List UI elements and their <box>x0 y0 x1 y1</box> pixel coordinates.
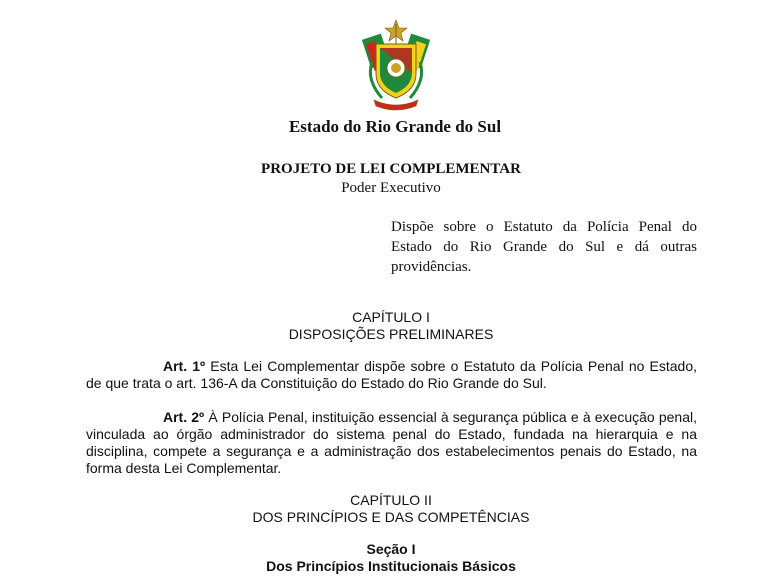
coat-of-arms-emblem <box>360 18 432 112</box>
state-name-heading: Estado do Rio Grande do Sul <box>288 117 502 136</box>
article-2 <box>86 409 697 477</box>
shield <box>376 44 416 98</box>
chapter2-number: CAPÍTULO II <box>350 492 432 508</box>
section1-title: Dos Princípios Institucionais Básicos <box>266 558 516 574</box>
article-2-label: Art. 2º <box>163 409 205 425</box>
article-1-text: Esta Lei Complementar dispõe sobre o Estatuto da Polícia Penal no Estado, de que trata o art. 136-A da Constituição do Estado do Rio Grande do Sul. <box>86 358 697 391</box>
article-1 <box>86 358 697 392</box>
ementa-paragraph: Dispõe sobre o Estatuto da Polícia Penal do Estado do Rio Grande do Sul e dá outras providências. <box>391 219 697 275</box>
chapter1-title: DISPOSIÇÕES PRELIMINARES <box>288 326 494 342</box>
chapter2-title: DOS PRINCÍPIOS E DAS COMPETÊNCIAS <box>252 509 530 525</box>
article-1-label: Art. 1º <box>163 358 206 374</box>
document-origin: Poder Executivo <box>341 180 441 196</box>
document-type-title: PROJETO DE LEI COMPLEMENTAR <box>261 161 521 177</box>
chapter1-number: CAPÍTULO I <box>352 309 430 325</box>
article-2-text: À Polícia Penal, instituição essencial à segurança pública e à execução penal, vinculada ao órgão administrador do sistema penal do Estado, fundada na hierarquia e na disciplina, compete a segurança e a administração dos estabelecimentos penais do Estado, na forma desta Lei Complementar. <box>86 409 698 476</box>
section1-number: Seção I <box>366 541 416 557</box>
ribbon <box>374 100 418 110</box>
